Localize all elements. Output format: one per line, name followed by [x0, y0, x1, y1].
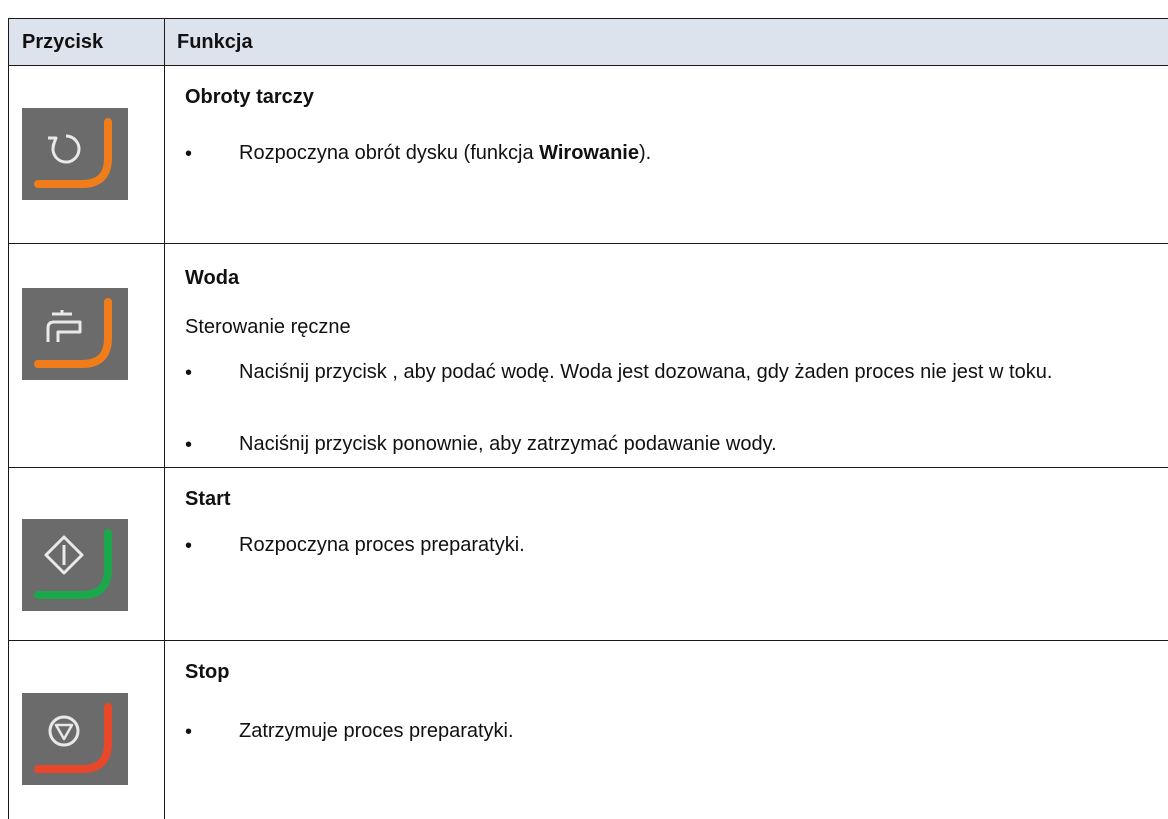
- stop-icon: [22, 693, 128, 785]
- row-divider: [9, 65, 1168, 66]
- bullet: •: [185, 362, 193, 384]
- start-button-image: [22, 519, 128, 611]
- column-divider: [164, 19, 165, 819]
- function-table: [8, 18, 1168, 819]
- bullet-text: Naciśnij przycisk ponownie, aby zatrzymać podawanie wody.: [239, 433, 777, 455]
- header-button: Przycisk: [22, 31, 104, 53]
- bullet: •: [185, 434, 193, 456]
- row-title: Woda: [185, 267, 240, 289]
- row-subtitle: Sterowanie ręczne: [185, 316, 351, 338]
- water-tap-icon: [22, 288, 128, 380]
- bullet-text: Naciśnij przycisk , aby podać wodę. Woda jest dozowana, gdy żaden proces nie jest w toku.: [239, 361, 1053, 383]
- start-icon: [22, 519, 128, 611]
- row-divider: [9, 243, 1168, 244]
- bullet-text: Rozpoczyna proces preparatyki.: [239, 534, 525, 556]
- stop-button-image: [22, 693, 128, 785]
- header-function: Funkcja: [177, 31, 253, 53]
- row-title: Obroty tarczy: [185, 86, 314, 108]
- row-title: Start: [185, 488, 231, 510]
- row-divider: [9, 640, 1168, 641]
- bullet-text: Zatrzymuje proces preparatyki.: [239, 720, 514, 742]
- rotate-button-image: [22, 108, 128, 200]
- rotate-icon: [22, 108, 128, 200]
- bullet-text: Rozpoczyna obrót dysku (funkcja Wirowanie).: [239, 142, 652, 164]
- bullet: •: [185, 721, 193, 743]
- row-title: Stop: [185, 661, 230, 683]
- row-divider: [9, 467, 1168, 468]
- water-button-image: [22, 288, 128, 380]
- bullet: •: [185, 535, 193, 557]
- bullet: •: [185, 143, 193, 165]
